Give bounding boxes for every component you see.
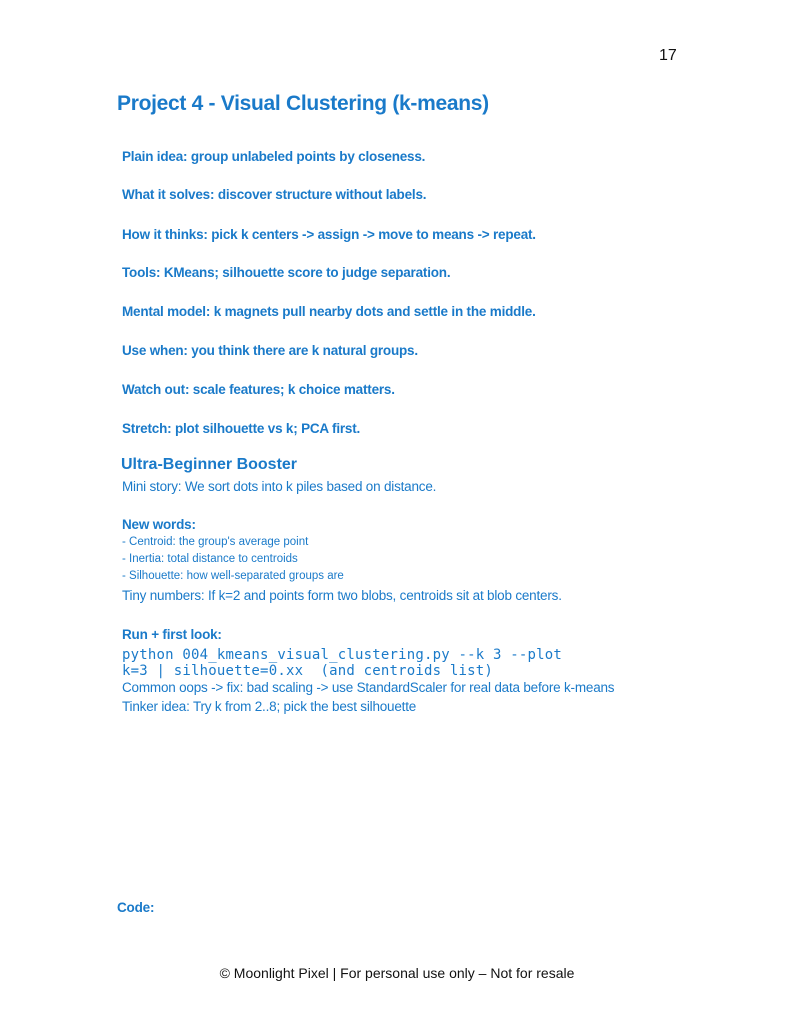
new-word-silhouette: - Silhouette: how well-separated groups are bbox=[122, 570, 344, 582]
section-stretch: Stretch: plot silhouette vs k; PCA first. bbox=[122, 421, 361, 436]
section-how-it-thinks: How it thinks: pick k centers -> assign -> move to means -> repeat. bbox=[122, 227, 536, 242]
common-oops: Common oops -> fix: bad scaling -> use StandardScaler for real data before k-means bbox=[122, 680, 615, 695]
page-title: Project 4 - Visual Clustering (k-means) bbox=[117, 92, 489, 115]
tinker-idea: Tinker idea: Try k from 2..8; pick the best silhouette bbox=[122, 699, 417, 714]
section-use-when: Use when: you think there are k natural groups. bbox=[122, 343, 418, 358]
booster-heading: Ultra-Beginner Booster bbox=[121, 456, 298, 473]
new-word-centroid: - Centroid: the group's average point bbox=[122, 536, 309, 548]
mini-story: Mini story: We sort dots into k piles based on distance. bbox=[122, 479, 437, 494]
page-number: 17 bbox=[659, 47, 677, 64]
section-mental-model: Mental model: k magnets pull nearby dots and settle in the middle. bbox=[122, 304, 536, 319]
run-heading: Run + first look: bbox=[122, 627, 222, 642]
new-word-inertia: - Inertia: total distance to centroids bbox=[122, 553, 298, 565]
run-command: python 004_kmeans_visual_clustering.py --k 3 --plot bbox=[122, 647, 563, 663]
code-label: Code: bbox=[117, 900, 155, 915]
section-watch-out: Watch out: scale features; k choice matters. bbox=[122, 382, 395, 397]
footer-copyright: © Moonlight Pixel | For personal use only – Not for resale bbox=[219, 965, 575, 981]
section-tools: Tools: KMeans; silhouette score to judge separation. bbox=[122, 265, 451, 280]
section-plain-idea: Plain idea: group unlabeled points by closeness. bbox=[122, 149, 426, 164]
run-output: k=3 | silhouette=0.xx (and centroids list) bbox=[122, 663, 494, 679]
section-what-it-solves: What it solves: discover structure without labels. bbox=[122, 187, 427, 202]
new-words-heading: New words: bbox=[122, 517, 196, 532]
tiny-numbers: Tiny numbers: If k=2 and points form two blobs, centroids sit at blob centers. bbox=[122, 588, 562, 603]
